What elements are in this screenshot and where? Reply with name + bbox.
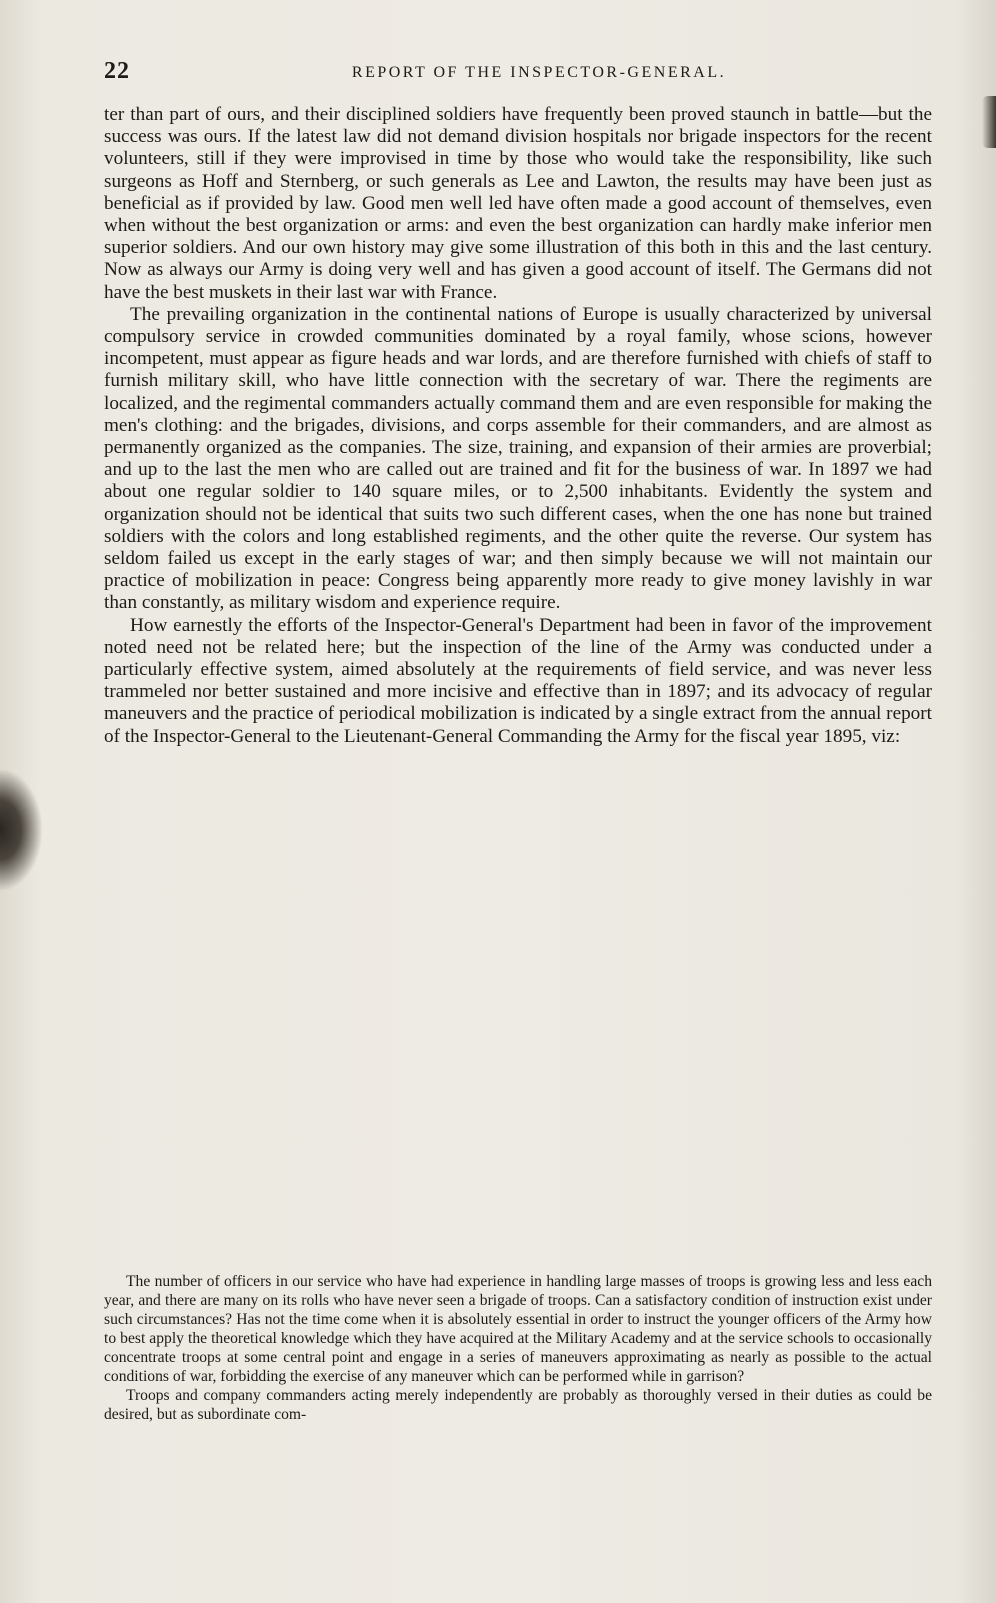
thumb-shadow: [0, 770, 42, 890]
running-title: REPORT OF THE INSPECTOR-GENERAL.: [351, 64, 727, 81]
page-edge-mark: [982, 96, 996, 148]
paragraph-3: How earnestly the efforts of the Inspector-General's Department had been in favor of the improvement noted need not be related here; but the inspection of the line of the Army was conducted under a particularly effective system, aimed absolutely at the requirements of field service, and was never less trammeled nor better sustained and more incisive and effective than in 1897; and its advocacy of regular maneuvers and the practice of periodical mobilization is indicated by a single extract from the annual report of the Inspector-General to the Lieutenant-General Commanding the Army for the fiscal year 1895, viz:: [104, 614, 932, 747]
quote-paragraph-2: Troops and company commanders acting merely independently are probably as thoroughly versed in their duties as could be desired, but as subordinate com-: [104, 1387, 932, 1423]
paragraph-1: ter than part of ours, and their disciplined soldiers have frequently been proved staunch in battle—but the success was ours. If the latest law did not demand division hospitals nor brigade inspectors for the recent volunteers, still if they were improvised in time by those who would take the responsibility, like such surgeons as Hoff and Sternberg, or such generals as Lee and Lawton, the results may have been just as beneficial as if provided by law. Good men well led have often made a good account of themselves, even when without the best organization or arms: and even the best organization can hardly make inferior men superior soldiers. And our own history may give some illustration of this both in this and the last century. Now as always our Army is doing very well and has given a good account of itself. The Germans did not have the best muskets in their last war with France.: [104, 104, 932, 303]
paragraph-2: The prevailing organization in the continental nations of Europe is usually characterized by universal compulsory service in crowded communities dominated by a royal family, whose scions, however incompetent, must appear as figure heads and war lords, and are therefore furnished with chiefs of staff to furnish military skill, who have little connection with the secretary of war. There the regiments are localized, and the regimental commanders actually command them and are even responsible for making the men's clothing: and the brigades, divisions, and corps assemble for their commanders, and are almost as permanently organized as the companies. The size, training, and expansion of their armies are proverbial; and up to the last the men who are called out are trained and fit for the business of war. In 1897 we had about one regular soldier to 140 square miles, or to 2,500 inhabitants. Evidently the system and organization should not be identical that suits two such different cases, when the one has none but trained soldiers with the colors and long established regiments, and the other quite the reverse. Our system has seldom failed us except in the early stages of war; and then simply because we will not maintain our practice of mobilization in peace: Congress being apparently more ready to give money lavishly in war than constantly, as military wisdom and experience require.: [104, 303, 932, 614]
body-text: [104, 104, 932, 748]
page-number: 22: [104, 58, 130, 84]
page-header: [104, 58, 934, 88]
block-quote: [104, 1272, 932, 1424]
quote-paragraph-1: The number of officers in our service who have had experience in handling large masses of troops is growing less and less each year, and there are many on its rolls who have never seen a brigade of troops. Can a satisfactory condition of instruction exist under such circumstances? Has not the time come when it is absolutely essential in order to instruct the younger officers of the Army how to best apply the theoretical knowledge which they have acquired at the Military Academy and at the service schools to occasionally concentrate troops at some central point and engage in a series of maneuvers approximating as nearly as possible to the actual conditions of war, forbidding the exercise of any maneuver which can be performed while in garrison?: [104, 1273, 932, 1385]
